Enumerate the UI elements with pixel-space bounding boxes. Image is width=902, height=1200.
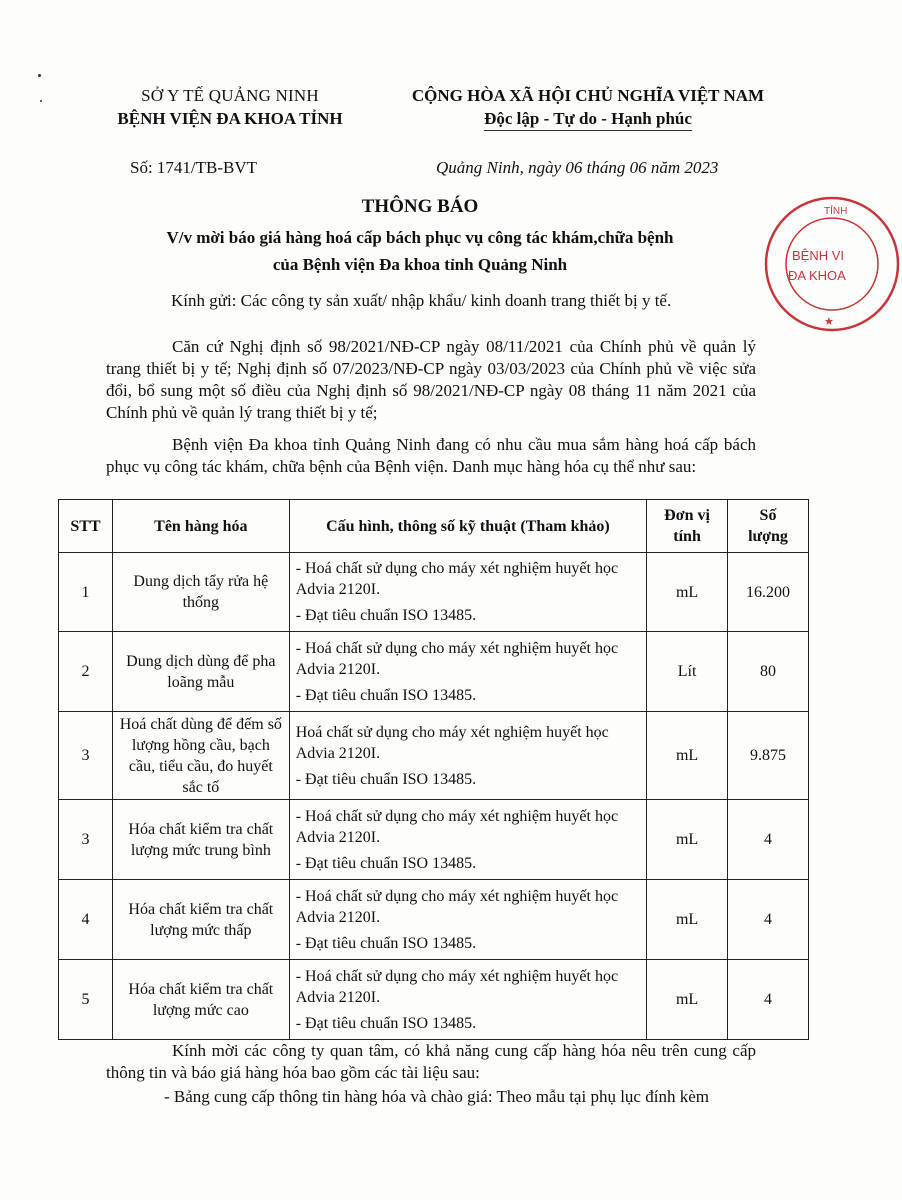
invitation-text: Kính mời các công ty quan tâm, có khả năng cung cấp hàng hóa nêu trên cung cấp thông tin và báo giá hàng hóa bao gồm các tài liệu sau: [106, 1041, 756, 1082]
row-quantity: 4 [728, 800, 809, 880]
col-header-unit-line1: Đơn vị [664, 507, 710, 524]
row-quantity: 9.875 [728, 712, 809, 800]
row-spec-line: - Đạt tiêu chuẩn ISO 13485. [295, 686, 477, 704]
col-header-spec: Cấu hình, thông số kỹ thuật (Tham khảo) [289, 500, 646, 553]
col-header-qty-line1: Số [759, 507, 777, 524]
table-header-row [59, 500, 809, 553]
col-header-qty-line2: lượng [748, 528, 788, 545]
row-stt: 2 [59, 632, 113, 712]
hospital-name: BỆNH VIỆN ĐA KHOA TỈNH [117, 109, 343, 128]
row-spec-line: Hoá chất sử dụng cho máy xét nghiệm huyết học Advia 2120I. [295, 723, 609, 762]
table-row [59, 880, 809, 960]
table-row [59, 712, 809, 800]
legal-basis-text: Căn cứ Nghị định số 98/2021/NĐ-CP ngày 08/11/2021 của Chính phủ về quản lý trang thiết bị y tế; Nghị định số 07/2023/NĐ-CP ngày 03/03/2023 của Chính phủ về việc sửa đổi, bổ sung một số điều của Nghị định số 98/2021/NĐ-CP ngày 08 tháng 11 năm 2021 của Chính phủ về quản lý trang thiết bị y tế; [106, 337, 756, 422]
row-spec-line: - Đạt tiêu chuẩn ISO 13485. [295, 854, 477, 872]
row-spec-line: - Hoá chất sử dụng cho máy xét nghiệm huyết học Advia 2120I. [295, 887, 619, 926]
table-row [59, 632, 809, 712]
row-unit: mL [647, 553, 728, 632]
nation-name: CỘNG HÒA XÃ HỘI CHỦ NGHĨA VIỆT NAM [411, 86, 765, 105]
col-header-unit-line2: tính [673, 528, 701, 545]
scan-speck [38, 74, 41, 77]
notice-subject-line1: V/v mời báo giá hàng hoá cấp bách phục vụ công tác khám,chữa bệnh [166, 228, 674, 247]
department-name: SỞ Y TẾ QUẢNG NINH [141, 86, 319, 105]
row-item-name: Hoá chất dùng để đếm số lượng hồng cầu, bạch cầu, tiểu cầu, đo huyết sắc tố [112, 712, 289, 800]
row-stt: 3 [59, 712, 113, 800]
row-unit: mL [647, 880, 728, 960]
stamp-top-text: TỈNH [824, 206, 848, 217]
row-spec [289, 632, 646, 712]
document-number: Số: 1741/TB-BVT [130, 158, 258, 177]
goods-table [58, 499, 809, 1040]
notice-subject [0, 224, 840, 278]
row-item-name: Hóa chất kiểm tra chất lượng mức trung bình [112, 800, 289, 880]
row-item-name: Dung dịch tẩy rửa hệ thống [112, 553, 289, 632]
col-header-stt: STT [59, 500, 113, 553]
row-spec-line: - Đạt tiêu chuẩn ISO 13485. [295, 607, 477, 624]
row-quantity: 4 [728, 960, 809, 1040]
row-stt: 3 [59, 800, 113, 880]
table-row [59, 800, 809, 880]
stamp-star-icon: ★ [824, 315, 834, 328]
issuing-organization [80, 84, 380, 130]
legal-basis-paragraph [106, 336, 756, 424]
requirement-item: - Bảng cung cấp thông tin hàng hóa và chào giá: Theo mẫu tại phụ lục đính kèm [164, 1087, 709, 1106]
row-quantity: 80 [728, 632, 809, 712]
row-spec [289, 960, 646, 1040]
recipient-line: Kính gửi: Các công ty sản xuất/ nhập khẩu/ kinh doanh trang thiết bị y tế. [171, 291, 672, 310]
stamp-inner-ring [786, 218, 878, 310]
row-item-name: Dung dịch dùng để pha loãng mẫu [112, 632, 289, 712]
row-spec-line: - Hoá chất sử dụng cho máy xét nghiệm huyết học Advia 2120I. [295, 967, 619, 1006]
col-header-name: Tên hàng hóa [112, 500, 289, 553]
row-unit: mL [647, 712, 728, 800]
row-stt: 5 [59, 960, 113, 1040]
notice-title: THÔNG BÁO [361, 196, 479, 217]
row-spec [289, 800, 646, 880]
nation-motto: Độc lập - Tự do - Hạnh phúc [484, 107, 692, 131]
row-spec-line: - Đạt tiêu chuẩn ISO 13485. [295, 770, 477, 788]
invitation-paragraph [106, 1040, 756, 1084]
col-header-qty [728, 500, 809, 553]
row-spec [289, 553, 646, 632]
row-spec-line: - Đạt tiêu chuẩn ISO 13485. [295, 1014, 477, 1032]
table-row [59, 960, 809, 1040]
row-item-name: Hóa chất kiểm tra chất lượng mức cao [112, 960, 289, 1040]
stamp-text-line2: ĐA KHOA [788, 268, 846, 283]
row-spec-line: - Hoá chất sử dụng cho máy xét nghiệm huyết học Advia 2120I. [295, 807, 619, 846]
col-header-unit [647, 500, 728, 553]
row-item-name: Hóa chất kiểm tra chất lượng mức thấp [112, 880, 289, 960]
row-spec [289, 880, 646, 960]
need-text: Bệnh viện Đa khoa tỉnh Quảng Ninh đang có nhu cầu mua sắm hàng hoá cấp bách phục vụ công tác khám, chữa bệnh của Bệnh viện. Danh mục hàng hóa cụ thể như sau: [106, 435, 756, 476]
row-unit: mL [647, 800, 728, 880]
row-quantity: 16.200 [728, 553, 809, 632]
need-paragraph [106, 434, 756, 478]
row-stt: 1 [59, 553, 113, 632]
row-quantity: 4 [728, 880, 809, 960]
row-spec-line: - Hoá chất sử dụng cho máy xét nghiệm huyết học Advia 2120I. [295, 560, 619, 598]
official-stamp [762, 194, 902, 334]
notice-subject-line2: của Bệnh viện Đa khoa tỉnh Quảng Ninh [272, 255, 568, 274]
row-spec-line: - Đạt tiêu chuẩn ISO 13485. [295, 934, 477, 952]
row-spec [289, 712, 646, 800]
stamp-text-line1: BỆNH VI [792, 248, 845, 263]
scan-speck [40, 100, 42, 102]
table-row [59, 553, 809, 632]
national-heading [378, 84, 798, 131]
row-spec-line: - Hoá chất sử dụng cho máy xét nghiệm huyết học Advia 2120I. [295, 639, 619, 678]
row-unit: mL [647, 960, 728, 1040]
row-stt: 4 [59, 880, 113, 960]
issue-date: Quảng Ninh, ngày 06 tháng 06 năm 2023 [436, 158, 719, 177]
row-unit: Lít [647, 632, 728, 712]
